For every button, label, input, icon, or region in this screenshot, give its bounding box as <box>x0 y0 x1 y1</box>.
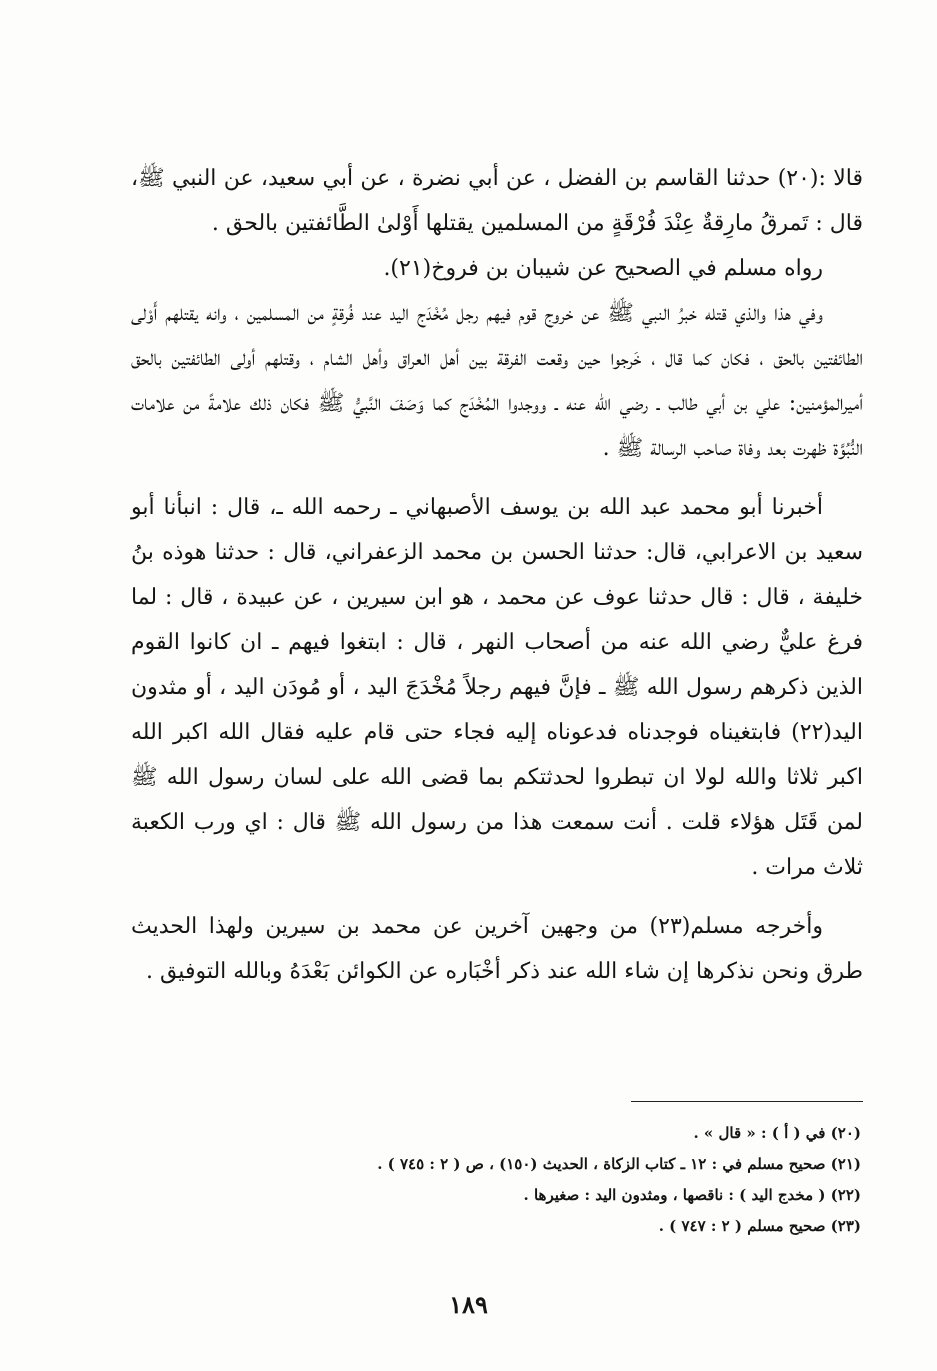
paragraph-narration-source: رواه مسلم في الصحيح عن شيبان بن فروخ(٢١). <box>383 256 823 281</box>
footnote-20: (٢٠) في ( أ ) : « قال » . <box>693 1124 861 1142</box>
page-number: ١٨٩ <box>449 1290 488 1319</box>
paragraph-gap <box>131 471 863 485</box>
paragraph-isnad: أخبرنا أبو محمد عبد الله بن يوسف الأصبهاني ـ رحمه الله ـ، قال : انبأنا أبو سعيد بن الاعرابي، قال: حدثنا الحسن بن محمد الزعفراني، قال : حدثنا هوذه بنُ خليفة ، قال : قال حدثنا عوف عن محمد ، هو ابن سيرين ، عن عبيدة ، قال : لما فرغ عليٌّ رضي الله عنه من أصحاب النهر ، قال : ابتغوا فيهم ـ ان كانوا القوم الذين ذكرهم رسول الله ﷺ ـ فإنَّ فيهم رجلاً مُخْدَجَ اليد ، أو مُودَن اليد ، أو مثدون اليد(٢٢) فابتغيناه فوجدناه فدعوناه إليه فجاء حتى قام عليه فقال الله اكبر الله اكبر ثلاثا والله لولا ان تبطروا لحدثتكم بما قضى الله على لسان رسول الله ﷺ لمن قَتَل هؤلاء قلت . أنت سمعت هذا من رسول الله ﷺ قال : اي ورب الكعبة ثلاث مرات . <box>131 495 863 880</box>
paragraph-closing: وأخرجه مسلم(٢٣) من وجهين آخرين عن محمد بن سيرين ولهذا الحديث طرق ونحن نذكرها إن شاء الله عند ذكر أخْبَاره عن الكوائن بَعْدَهُ وبالله التوفيق . <box>131 914 863 984</box>
paragraph-hadith-opening: قالا :(٢٠) حدثنا القاسم بن الفضل ، عن أبي نضرة ، عن أبي سعيد، عن النبي ﷺ، قال : تَمرقُ مارِقةٌ عِنْدَ فُرْقَةٍ من المسلمين يقتلها أَوْلىٰ الطَّائفتين بالحق . <box>131 166 863 236</box>
paragraph-commentary: وفي هذا والذي قتله خبرُ النبي ﷺ عن خروج قوم فيهم رجل مُخْدَج اليد عند فُرقةٍ من المسلمين ، وانه يقتلهم أَوْلى الطائفتين بالحق ، فكان كما قال ، خَرجوا حين وقعت الفرقة بين أهل العراق وأهل الشام ، وقتلهم أولى الطائفتين بالحق أميرالمؤمنين: علي بن أبي طالب ـ رضي الله عنه ـ ووجدوا المُخْدَج كما وَصَفَ النَّبيُّ ﷺ فكان ذلك علامةً من علامات النُّبُوَّة ظهرت بعد وفاة صاحب الرسالة ﷺ . <box>131 301 863 461</box>
footnote-21: (٢١) صحيح مسلم في : ١٢ ـ كتاب الزكاة ، الحديث (١٥٠) ، ص ( ٢ : ٧٤٥ ) . <box>377 1155 861 1173</box>
footnotes <box>161 1118 861 1242</box>
footnote-23: (٢٣) صحيح مسلم ( ٢ : ٧٤٧ ) . <box>658 1217 861 1235</box>
footnote-separator <box>631 1101 863 1102</box>
paragraph-gap <box>131 890 863 904</box>
footnote-22: (٢٢) ( مخدج اليد ) : ناقصها ، ومثدون اليد : صغيرها . <box>523 1186 861 1204</box>
body-text <box>131 156 863 994</box>
